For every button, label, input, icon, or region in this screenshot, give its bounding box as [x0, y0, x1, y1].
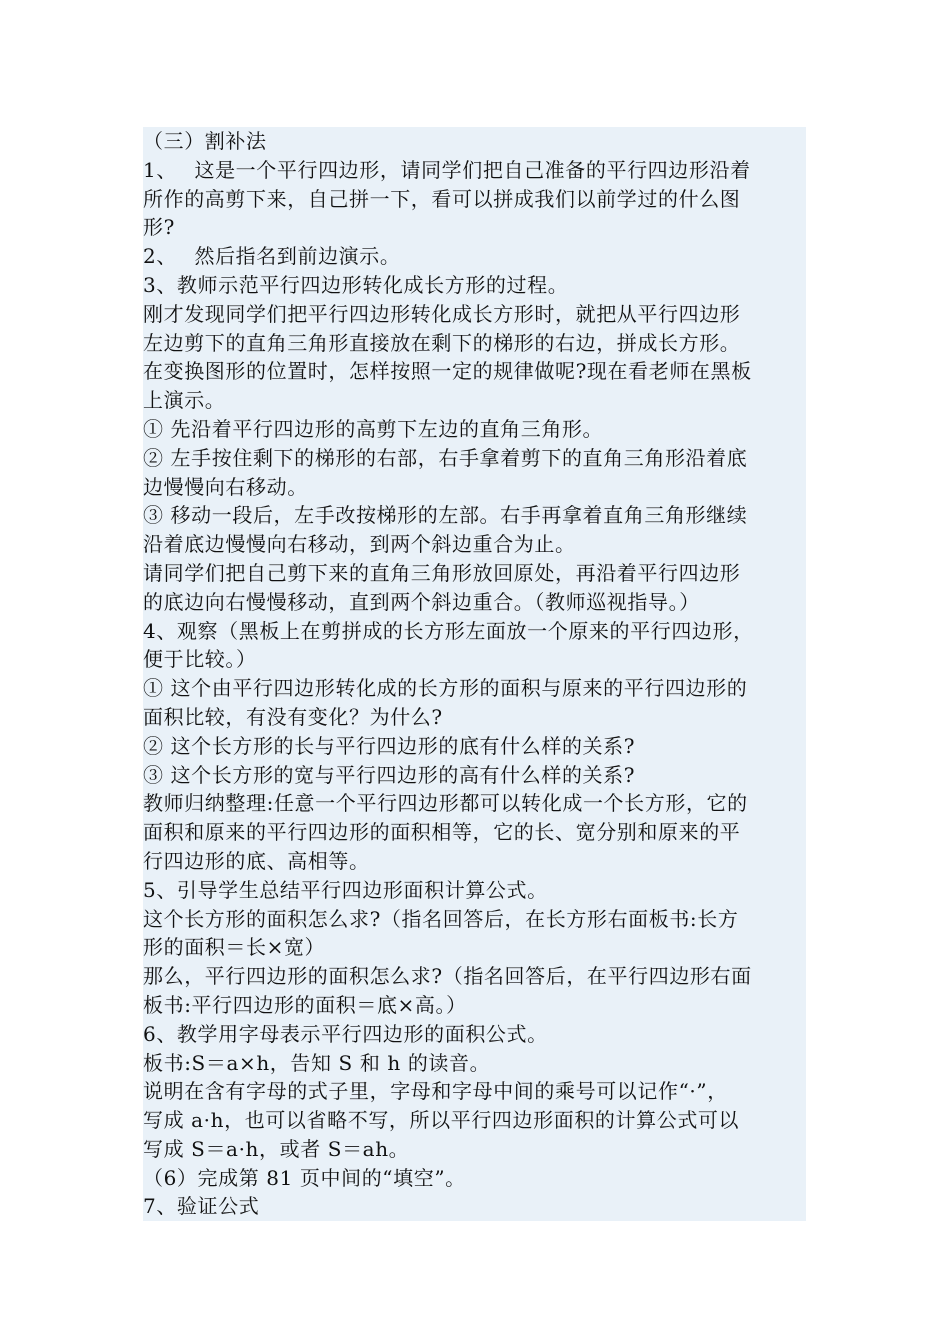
text-line: 那么，平行四边形的面积怎么求?（指名回答后，在平行四边形右面: [143, 964, 752, 989]
text-line: 4、观察（黑板上在剪拼成的长方形左面放一个原来的平行四边形，: [143, 618, 754, 643]
text-line: 说明在含有字母的式子里，字母和字母中间的乘号可以记作“·”，: [143, 1079, 728, 1104]
text-line: 2、 然后指名到前边演示。: [143, 244, 401, 269]
text-line: ① 这个由平行四边形转化成的长方形的面积与原来的平行四边形的: [143, 676, 748, 701]
text-line: 教师归纳整理:任意一个平行四边形都可以转化成一个长方形，它的: [143, 791, 748, 816]
text-line: 行四边形的底、高相等。: [143, 848, 370, 873]
text-line: 的底边向右慢慢移动，直到两个斜边重合。（教师巡视指导。）: [143, 589, 700, 614]
text-line: 便于比较。）: [143, 647, 257, 672]
text-line: 左边剪下的直角三角形直接放在剩下的梯形的右边，拼成长方形。: [143, 330, 741, 355]
text-line: 板书:平行四边形的面积＝底×高。）: [143, 992, 467, 1017]
text-line: 5、引导学生总结平行四边形面积计算公式。: [143, 877, 548, 902]
text-line: 6、教学用字母表示平行四边形的面积公式。: [143, 1021, 548, 1046]
text-line: 7、验证公式: [143, 1194, 260, 1219]
text-line: 写成 a·h，也可以省略不写，所以平行四边形面积的计算公式可以: [143, 1108, 740, 1133]
text-line: 1、 这是一个平行四边形，请同学们把自己准备的平行四边形沿着: [143, 157, 751, 182]
text-line: 所作的高剪下来，自己拼一下，看可以拼成我们以前学过的什么图: [143, 186, 741, 211]
text-line: 在变换图形的位置时，怎样按照一定的规律做呢?现在看老师在黑板: [143, 359, 752, 384]
text-line: （6）完成第 81 页中间的“填空”。: [143, 1165, 466, 1190]
text-line: ③ 这个长方形的宽与平行四边形的高有什么样的关系?: [143, 762, 636, 787]
text-line: 面积比较，有没有变化？为什么?: [143, 704, 443, 729]
text-line: 上演示。: [143, 388, 226, 413]
text-line: 刚才发现同学们把平行四边形转化成长方形时，就把从平行四边形: [143, 301, 741, 326]
text-line: 面积和原来的平行四边形的面积相等，它的长、宽分别和原来的平: [143, 820, 741, 845]
text-line: 请同学们把自己剪下来的直角三角形放回原处，再沿着平行四边形: [143, 560, 741, 585]
text-line: ③ 移动一段后，左手改按梯形的左部。右手再拿着直角三角形继续: [143, 503, 748, 528]
text-line: ① 先沿着平行四边形的高剪下左边的直角三角形。: [143, 416, 604, 441]
text-line: 沿着底边慢慢向右移动，到两个斜边重合为止。: [143, 532, 576, 557]
text-line: 写成 S＝a·h，或者 S＝ah。: [143, 1136, 410, 1161]
section-heading: （三）割补法: [143, 129, 267, 153]
text-line: 形?: [143, 215, 175, 240]
text-line: ② 左手按住剩下的梯形的右部，右手拿着剪下的直角三角形沿着底: [143, 445, 748, 470]
text-line: 板书:S＝a×h，告知 S 和 h 的读音。: [143, 1050, 491, 1075]
text-line: 这个长方形的面积怎么求?（指名回答后，在长方形右面板书:长方: [143, 906, 739, 931]
text-block: [143, 127, 806, 1221]
text-line: 3、教师示范平行四边形转化成长方形的过程。: [143, 272, 569, 297]
text-line: 形的面积＝长×宽）: [143, 935, 326, 960]
text-line: ② 这个长方形的长与平行四边形的底有什么样的关系?: [143, 733, 636, 758]
text-line: 边慢慢向右移动。: [143, 474, 308, 499]
